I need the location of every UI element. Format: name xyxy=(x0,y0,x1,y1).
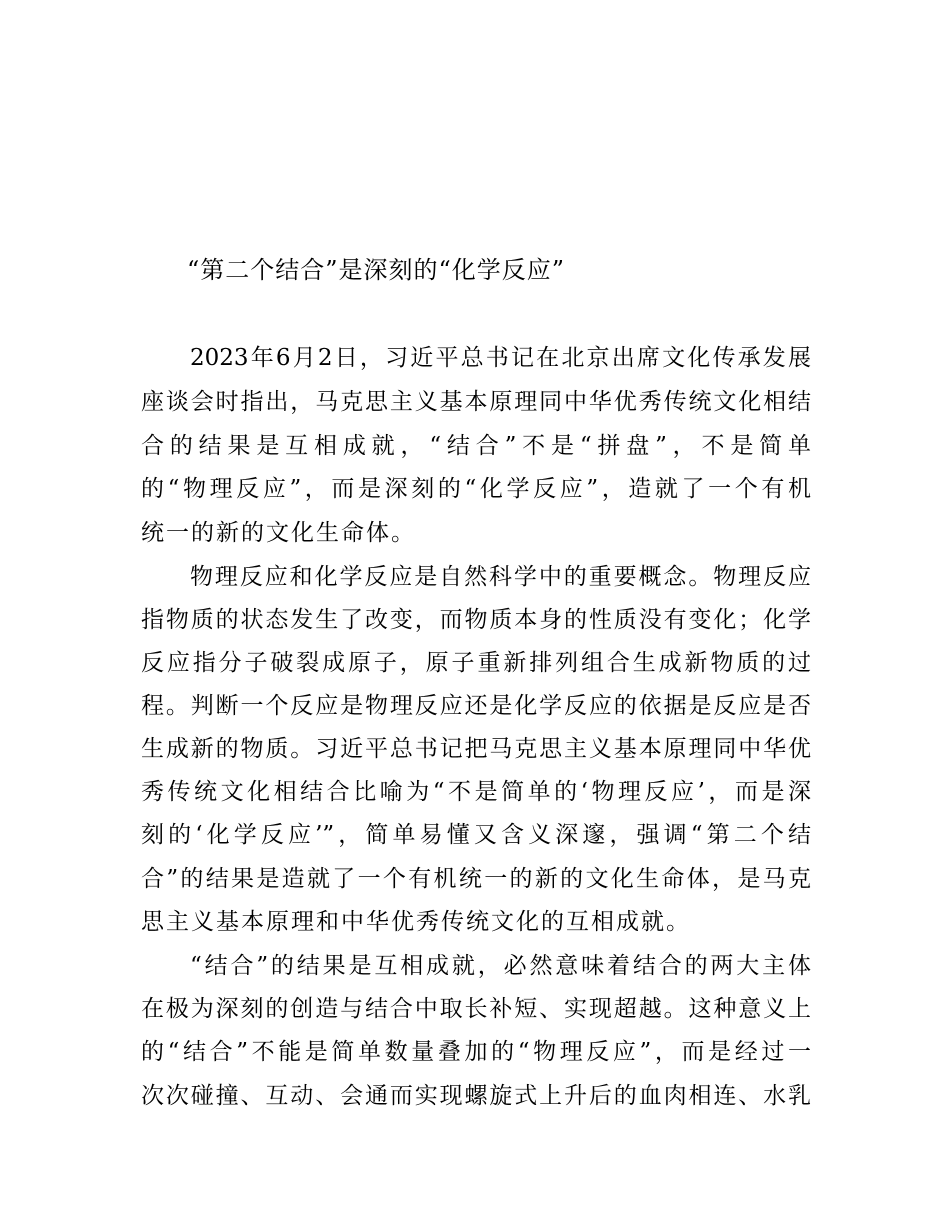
paragraph-2-line-9: 思主义基本原理和中华优秀传统文化的互相成就。 xyxy=(141,909,691,935)
paragraph-2-line-8: 合”的结果是造就了一个有机统一的新的文化生命体，是马克 xyxy=(141,866,811,892)
paragraph-3-line-1: “结合”的结果是互相成就，必然意味着结合的两大主体 xyxy=(190,953,811,979)
paragraph-1-line-4: 的“物理反应”，而是深刻的“化学反应”，造就了一个有机 xyxy=(141,476,811,502)
paragraph-2-line-7: 刻的‘化学反应’”，简单易懂又含义深邃，强调“第二个结 xyxy=(141,822,811,848)
paragraph-1-line-3: 合的结果是互相成就，“结合”不是“拼盘”，不是简单 xyxy=(141,433,811,459)
paragraph-3-line-4: 次次碰撞、互动、会通而实现螺旋式上升后的血肉相连、水乳 xyxy=(141,1083,811,1109)
paragraph-2-line-4: 程。判断一个反应是物理反应还是化学反应的依据是反应是否 xyxy=(141,693,811,719)
article-title: “第二个结合”是深刻的“化学反应” xyxy=(187,256,566,284)
paragraph-2-line-2: 指物质的状态发生了改变，而物质本身的性质没有变化；化学 xyxy=(141,607,811,633)
paragraph-1-line-2: 座谈会时指出，马克思主义基本原理同中华优秀传统文化相结 xyxy=(141,389,811,415)
paragraph-2-line-3: 反应指分子破裂成原子，原子重新排列组合生成新物质的过 xyxy=(141,650,811,676)
paragraph-1-line-1: 2023年6月2日，习近平总书记在北京出席文化传承发展 xyxy=(190,345,811,371)
paragraph-3-line-2: 在极为深刻的创造与结合中取长补短、实现超越。这种意义上 xyxy=(141,996,811,1022)
paragraph-3-line-3: 的“结合”不能是简单数量叠加的“物理反应”，而是经过一 xyxy=(141,1039,811,1065)
paragraph-2-line-5: 生成新的物质。习近平总书记把马克思主义基本原理同中华优 xyxy=(141,736,811,762)
paragraph-2-line-6: 秀传统文化相结合比喻为“不是简单的‘物理反应’，而是深 xyxy=(141,779,811,805)
paragraph-2-line-1: 物理反应和化学反应是自然科学中的重要概念。物理反应 xyxy=(190,564,811,590)
paragraph-1-line-5: 统一的新的文化生命体。 xyxy=(141,520,416,546)
